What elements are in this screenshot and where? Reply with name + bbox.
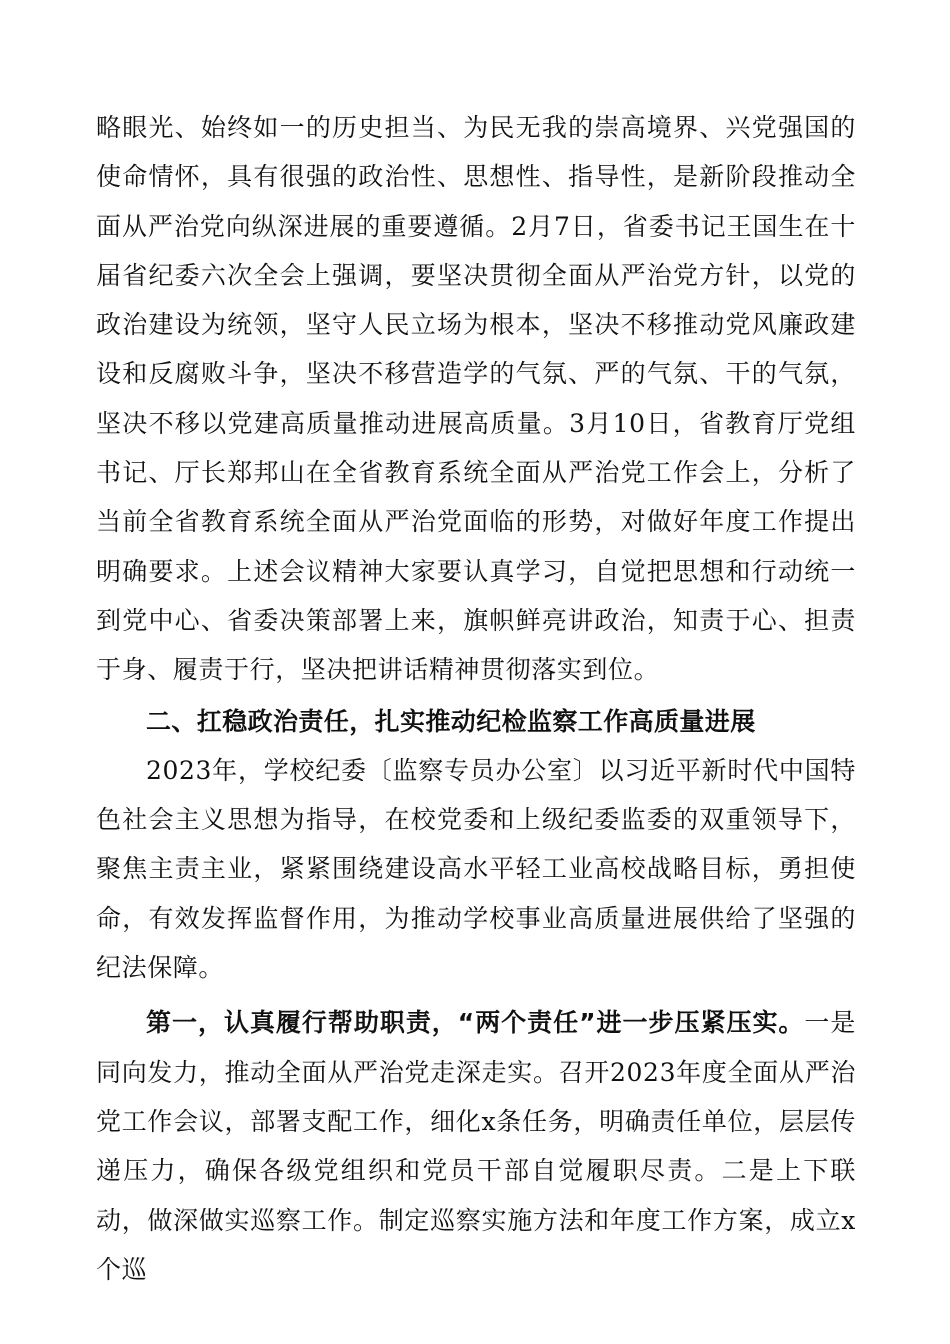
section-heading: 二、扛稳政治责任，扎实推动纪检监察工作高质量进展 xyxy=(146,706,756,736)
document-page xyxy=(96,103,856,1294)
paragraph-continued: 略眼光、始终如一的历史担当、为民无我的崇高境界、兴党强国的使命情怀，具有很强的政治性、思想性、指导性，是新阶段推动全面从严治党向纵深进展的重要遵循。2月7日，省委书记王国生在十届省纪委六次全会上强调，要坚决贯彻全面从严治党方针，以党的政治建设为统领，坚守人民立场为根本，坚决不移推动党风廉政建设和反腐败斗争，坚决不移营造学的气氛、严的气氛、干的气氛，坚决不移以党建高质量推动进展高质量。3月10日，省教育厅党组书记、厅长郑邦山在全省教育系统全面从严治党工作会上，分析了当前全省教育系统全面从严治党面临的形势，对做好年度工作提出明确要求。上述会议精神大家要认真学习，自觉把思想和行动统一到党中心、省委决策部署上来，旗帜鲜亮讲政治，知责于心、担责于身、履责于行，坚决把讲话精神贯彻落实到位。 xyxy=(96,113,856,685)
paragraph-duties xyxy=(96,998,856,1294)
paragraph-lead-bold: 第一，认真履行帮助职责，“两个责任”进一步压紧压实。 xyxy=(146,1008,805,1038)
paragraph-2023-summary: 2023年，学校纪委〔监察专员办公室〕以习近平新时代中国特色社会主义思想为指导，在校党委和上级纪委监委的双重领导下，聚焦主责主业，紧紧围绕建设高水平轻工业高校战略目标，勇担使命，有效发挥监督作用，为推动学校事业高质量进展供给了坚强的纪法保障。 xyxy=(96,755,856,983)
paragraph-body: 一是同向发力，推动全面从严治党走深走实。召开2023年度全面从严治党工作会议，部署支配工作，细化x条任务，明确责任单位，层层传递压力，确保各级党组织和党员干部自觉履职尽责。二是上下联动，做深做实巡察工作。制定巡察实施方法和年度工作方案，成立x个巡 xyxy=(96,1008,857,1284)
